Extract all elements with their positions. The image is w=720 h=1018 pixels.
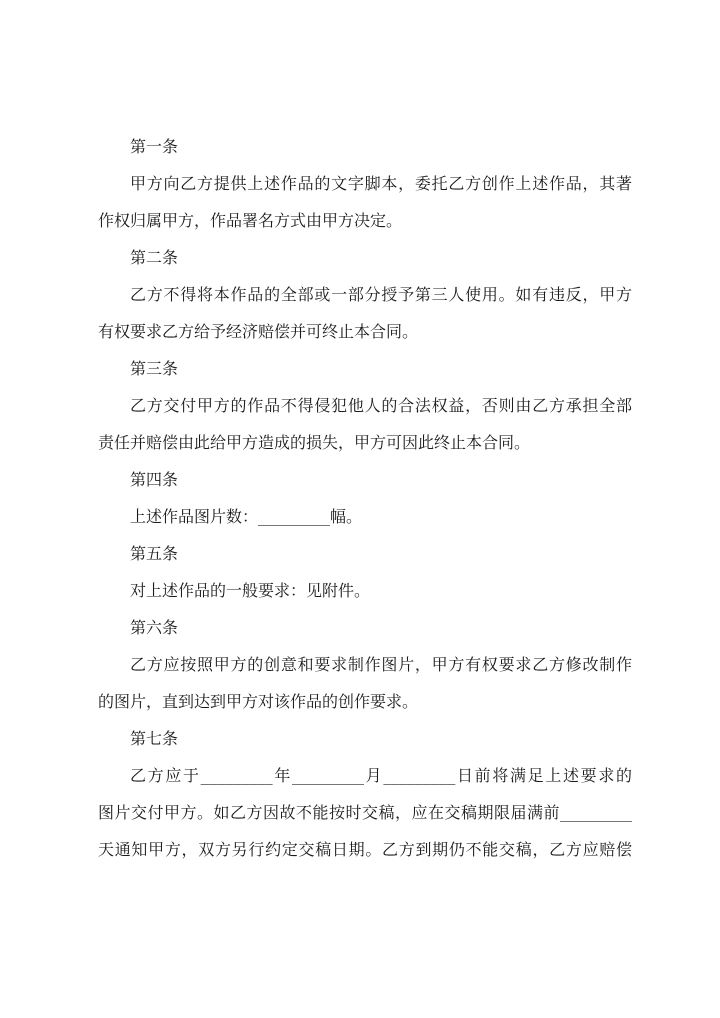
article-1-heading: 第一条 (130, 137, 179, 156)
article-3-text-line-1: 乙方交付甲方的作品不得侵犯他人的合法权益，否则由乙方承担全部 (130, 396, 632, 415)
article-3-heading: 第三条 (130, 359, 179, 378)
article-6-text-line-1: 乙方应按照甲方的创意和要求制作图片，甲方有权要求乙方修改制作 (130, 655, 632, 674)
article-5-heading: 第五条 (130, 544, 179, 563)
article-5-text: 对上述作品的一般要求：见附件。 (130, 581, 371, 600)
article-1-text-line-1: 甲方向乙方提供上述作品的文字脚本，委托乙方创作上述作品，其著 (130, 174, 632, 193)
article-6-heading: 第六条 (130, 618, 179, 637)
article-7-text-line-2: 图片交付甲方。如乙方因故不能按时交稿，应在交稿期限届满前_________ (98, 803, 632, 822)
article-6-text-line-2: 的图片，直到达到甲方对该作品的创作要求。 (98, 692, 419, 711)
article-2-heading: 第二条 (130, 248, 179, 267)
article-4-text: 上述作品图片数：_________幅。 (130, 507, 363, 526)
article-7-text-line-1: 乙方应于_________年_________月_________日前将满足上述要求的 (130, 766, 632, 785)
article-4-heading: 第四条 (130, 470, 179, 489)
contract-body (98, 128, 632, 868)
article-7-text-line-3: 天通知甲方，双方另行约定交稿日期。乙方到期仍不能交稿，乙方应赔偿 (98, 840, 632, 859)
article-7-heading: 第七条 (130, 729, 179, 748)
article-1-text-line-2: 作权归属甲方，作品署名方式由甲方决定。 (98, 211, 403, 230)
article-2-text-line-1: 乙方不得将本作品的全部或一部分授予第三人使用。如有违反，甲方 (130, 285, 632, 304)
article-3-text-line-2: 责任并赔偿由此给甲方造成的损失，甲方可因此终止本合同。 (98, 433, 531, 452)
article-2-text-line-2: 有权要求乙方给予经济赔偿并可终止本合同。 (98, 322, 419, 341)
